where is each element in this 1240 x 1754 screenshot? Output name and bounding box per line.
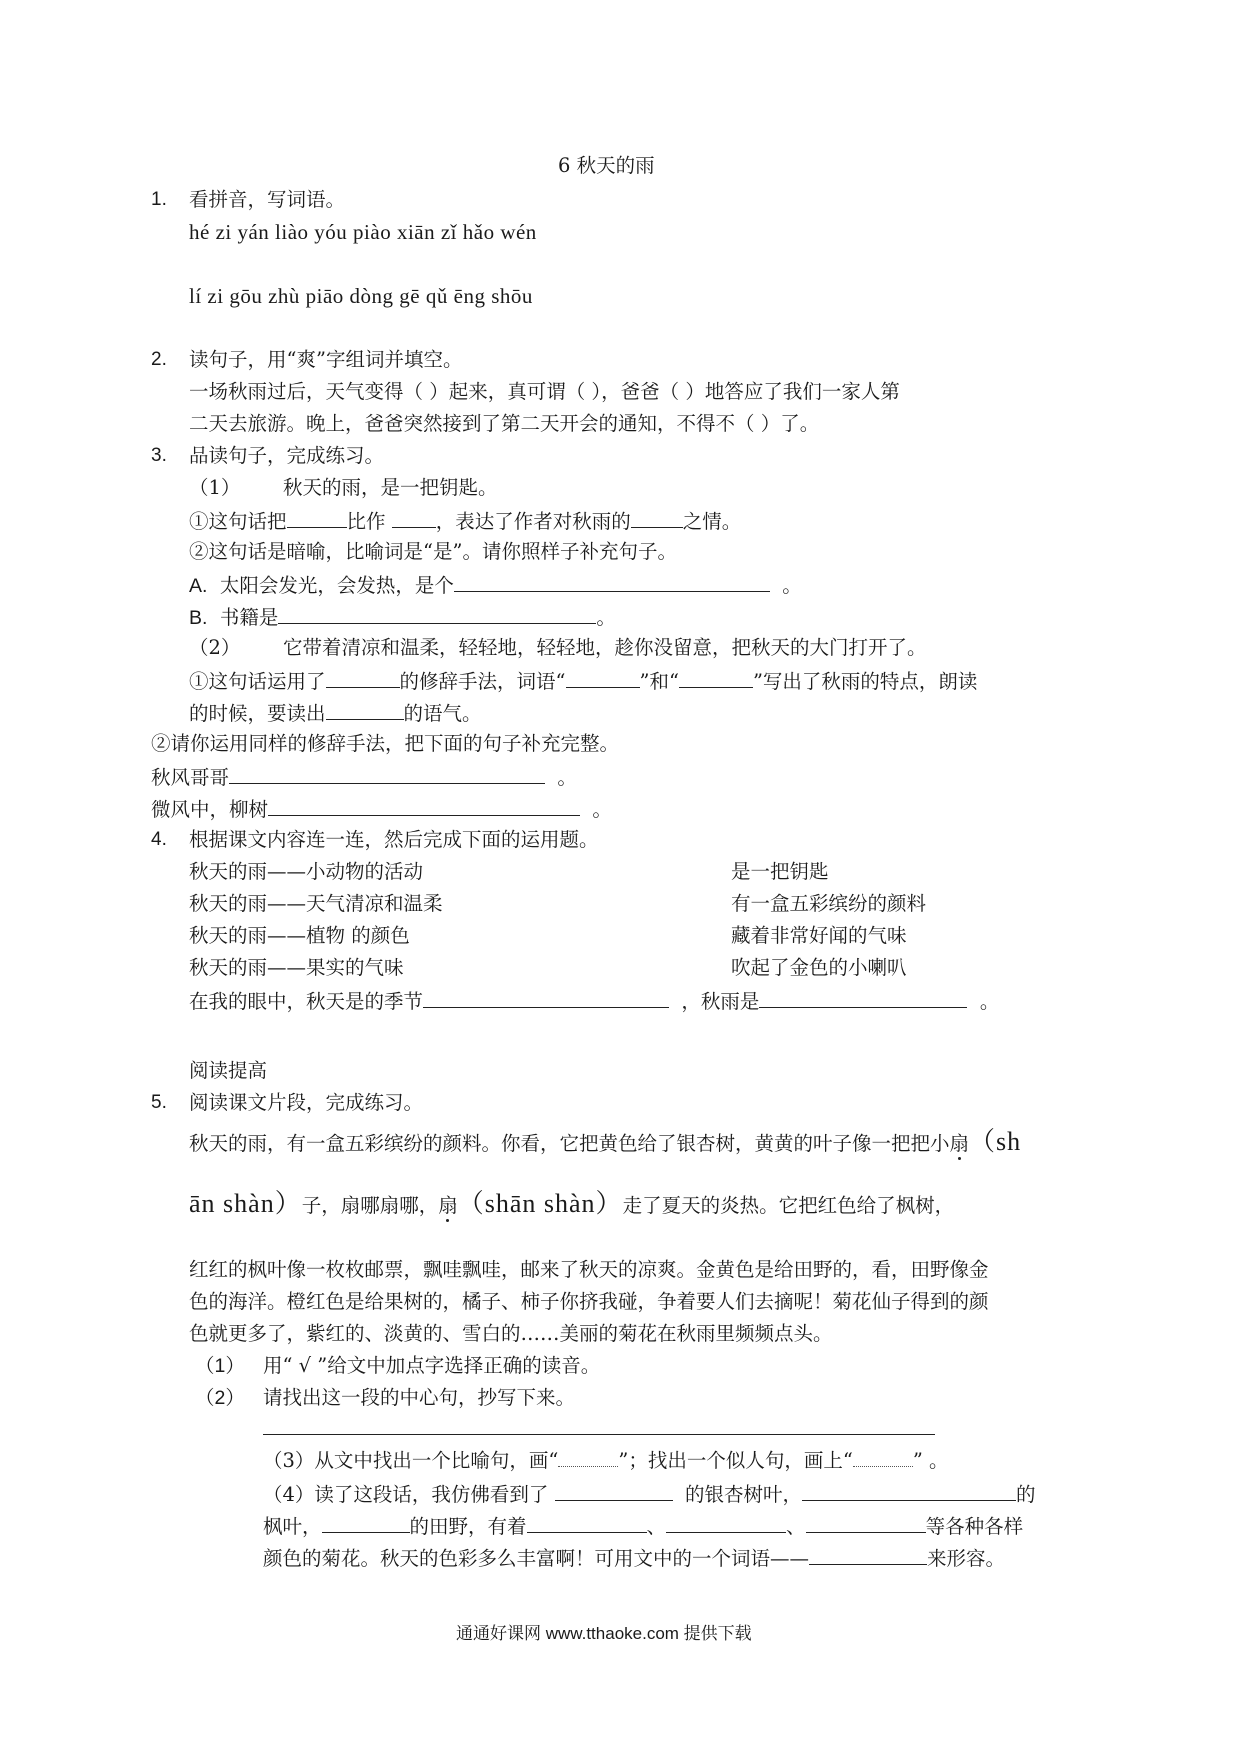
answer-blank[interactable]	[806, 1512, 926, 1533]
q3-a1	[189, 507, 741, 535]
q4-number: 4.	[151, 829, 167, 850]
pinyin-choice: （shān shàn）	[457, 1189, 623, 1218]
q5-t4-l2d: 、	[786, 1515, 806, 1538]
q3-a1-mid2: ，表达了作者对秋雨的	[435, 510, 631, 533]
option-b-text: 书籍是	[219, 606, 279, 629]
q5-t3	[263, 1448, 949, 1474]
q3-b1-mid2: ”和“	[639, 670, 679, 693]
answer-blank[interactable]	[423, 987, 669, 1008]
dotted-character: 扇	[438, 1194, 458, 1217]
passage-text: 子，扇哪扇哪，	[301, 1194, 439, 1217]
match-right-item[interactable]: 藏着非常好闻的气味	[731, 924, 907, 947]
q4-apply-mid: ，秋雨是	[681, 990, 760, 1013]
q5-t4-mid1: 的银杏树叶，	[685, 1483, 803, 1506]
q5-t4-l2c: 、	[646, 1515, 667, 1538]
answer-blank[interactable]	[759, 987, 967, 1008]
q1-pinyin-row2: lí zi gōu zhù piāo dòng gē qǔ ēng shōu	[189, 284, 533, 308]
q3-c1-end: 。	[557, 766, 577, 789]
answer-blank[interactable]	[666, 1512, 786, 1533]
q4-apply-pre: 在我的眼中，秋天是的季节	[189, 990, 424, 1013]
q3-s2-text: 它带着清凉和温柔，轻轻地，轻轻地，趁你没留意，把秋天的大门打开了。	[283, 636, 927, 659]
match-right-item[interactable]: 有一盒五彩缤纷的颜料	[731, 892, 927, 915]
option-a-text: 太阳会发光，会发热，是个	[219, 574, 454, 597]
option-a-label: A.	[189, 575, 208, 597]
q3-prompt: 品读句子，完成练习。	[189, 444, 385, 467]
q5-t4-line2	[263, 1512, 1023, 1540]
q3-b1-line2	[189, 699, 482, 727]
q3-b1	[189, 667, 977, 695]
answer-blank[interactable]	[268, 795, 580, 816]
q2-number: 2.	[151, 349, 167, 370]
q5-passage-line2	[189, 1191, 954, 1219]
answer-blank[interactable]	[631, 507, 683, 528]
q3-b1-line2-pre: 的时候，要读出	[189, 702, 326, 725]
pinyin-choice: （sh	[969, 1127, 1022, 1156]
answer-blank[interactable]	[229, 763, 545, 784]
match-right-item[interactable]: 是一把钥匙	[731, 860, 829, 883]
q3-s1-text: 秋天的雨，是一把钥匙。	[283, 476, 498, 499]
q5-t4-line3	[263, 1544, 1005, 1572]
q4-apply	[189, 987, 999, 1015]
answer-blank[interactable]	[278, 603, 596, 624]
match-left-item[interactable]: 秋天的雨——天气清凉和温柔	[189, 892, 443, 915]
match-left-item[interactable]: 秋天的雨——植物 的颜色	[189, 924, 410, 947]
q3-a2: ②这句话是暗喻，比喻词是“是”。请你照样子补充句子。	[189, 540, 677, 563]
wavy-underline-sample	[558, 1448, 618, 1467]
reading-heading: 阅读提高	[189, 1059, 268, 1082]
q5-number: 5.	[151, 1092, 167, 1113]
answer-blank[interactable]	[809, 1544, 927, 1565]
q3-option-a	[189, 571, 802, 599]
q5-t4-line1	[263, 1480, 1036, 1508]
answer-blank[interactable]	[326, 667, 400, 688]
q5-passage-line3: 红红的枫叶像一枚枚邮票，飘哇飘哇，邮来了秋天的凉爽。金黄色是给田野的，看，田野像金	[189, 1258, 989, 1281]
q5-t2: 请找出这一段的中心句，抄写下来。	[263, 1386, 576, 1409]
q3-number: 3.	[151, 445, 167, 466]
option-a-end: 。	[782, 574, 802, 597]
answer-blank[interactable]	[527, 1512, 647, 1533]
q3-s1-number: （1）	[189, 476, 241, 499]
answer-blank[interactable]	[802, 1480, 1016, 1501]
q3-a1-mid1: 比作	[346, 510, 386, 533]
q3-b1-mid1: 的修辞手法，词语“	[399, 670, 566, 693]
option-b-label: B.	[189, 607, 208, 629]
answer-blank[interactable]	[566, 667, 640, 688]
q5-t3-end: ” 。	[912, 1449, 949, 1472]
match-right-item[interactable]: 吹起了金色的小喇叭	[731, 956, 907, 979]
q2-sentence-line2: 二天去旅游。晚上，爸爸突然接到了第二天开会的通知，不得不（ ）了。	[189, 412, 820, 435]
q3-b1-pre: ①这句话运用了	[189, 670, 326, 693]
footer-credit: 通通好课网 www.tthaoke.com 提供下载	[456, 1624, 752, 1643]
answer-blank[interactable]	[392, 507, 436, 528]
dotted-underline-sample	[853, 1448, 913, 1467]
answer-blank[interactable]	[326, 699, 404, 720]
dotted-character: 扇	[949, 1132, 970, 1155]
q5-t4-l3-end: 来形容。	[927, 1547, 1006, 1570]
q3-option-b	[189, 603, 616, 631]
answer-blank[interactable]	[322, 1512, 410, 1533]
q1-pinyin-row1: hé zi yán liào yóu piào xiān zǐ hǎo wén	[189, 220, 537, 244]
q5-passage-line5: 色就更多了，紫红的、淡黄的、雪白的……美丽的菊花在秋雨里频频点头。	[189, 1322, 833, 1345]
q3-c2-text: 微风中，柳树	[151, 798, 269, 821]
q3-b2: ②请你运用同样的修辞手法，把下面的句子补充完整。	[151, 732, 620, 755]
q5-prompt: 阅读课文片段，完成练习。	[189, 1091, 424, 1114]
q3-s2-number: （2）	[189, 636, 241, 659]
q5-t4-end1: 的	[1016, 1483, 1036, 1506]
q3-b1-post: ”写出了秋雨的特点，朗读	[752, 670, 978, 693]
q5-t1: 用“ √ ”给文中加点字选择正确的读音。	[263, 1354, 601, 1377]
q3-c1-text: 秋风哥哥	[151, 766, 230, 789]
answer-blank[interactable]	[679, 667, 753, 688]
q2-prompt: 读句子，用“爽”字组词并填空。	[189, 348, 463, 371]
page-title: 6 秋天的雨	[558, 154, 655, 177]
passage-text: 走了夏天的炎热。它把红色给了枫树，	[622, 1194, 955, 1217]
q5-t1-number: （1）	[195, 1355, 245, 1377]
q2-sentence-line1: 一场秋雨过后，天气变得（ ）起来，真可谓（ ），爸爸（ ）地答应了我们一家人第	[189, 380, 900, 403]
q5-t4-l2a: 枫叶，	[263, 1515, 322, 1538]
q4-apply-end: 。	[979, 990, 1000, 1013]
q3-c2	[151, 795, 612, 823]
q3-b1-line2-post: 的语气。	[403, 702, 482, 725]
q5-passage-line1	[189, 1129, 1021, 1157]
q5-t4-l3: 颜色的菊花。秋天的色彩多么丰富啊！可用文中的一个词语——	[263, 1547, 810, 1570]
q5-passage-line4: 色的海洋。橙红色是给果树的，橘子、柿子你挤我碰，争着要人们去摘呢！菊花仙子得到的颜	[189, 1290, 989, 1313]
match-left-item[interactable]: 秋天的雨——小动物的活动	[189, 860, 424, 883]
q4-prompt: 根据课文内容连一连，然后完成下面的运用题。	[189, 828, 599, 851]
q5-t4-l2b: 的田野，有着	[409, 1515, 527, 1538]
passage-text: 秋天的雨，有一盒五彩缤纷的颜料。你看，它把黄色给了银杏树，黄黄的叶子像一把把小	[189, 1132, 950, 1155]
q3-a1-post: 之情。	[682, 510, 742, 533]
pinyin-choice: ān shàn）	[189, 1189, 302, 1218]
option-b-end: 。	[596, 606, 616, 629]
q5-t2-number: （2）	[195, 1387, 245, 1409]
q1-number: 1.	[151, 189, 167, 210]
q1-prompt: 看拼音，写词语。	[189, 188, 346, 211]
answer-blank[interactable]	[287, 507, 347, 528]
answer-line[interactable]	[263, 1434, 935, 1435]
q5-t4-pre: （4）读了这段话，我仿佛看到了	[263, 1483, 549, 1506]
q3-c2-end: 。	[592, 798, 612, 821]
q5-t4-l2e: 等各种各样	[925, 1515, 1024, 1538]
answer-blank[interactable]	[454, 571, 770, 592]
q5-t3-mid: ”；找出一个似人句，画上“	[618, 1449, 853, 1472]
match-left-item[interactable]: 秋天的雨——果实的气味	[189, 956, 404, 979]
q3-a1-pre: ①这句话把	[189, 510, 287, 533]
q3-c1	[151, 763, 577, 791]
answer-blank[interactable]	[555, 1480, 673, 1501]
q5-t3-text: （3）从文中找出一个比喻句，画“	[263, 1449, 559, 1472]
